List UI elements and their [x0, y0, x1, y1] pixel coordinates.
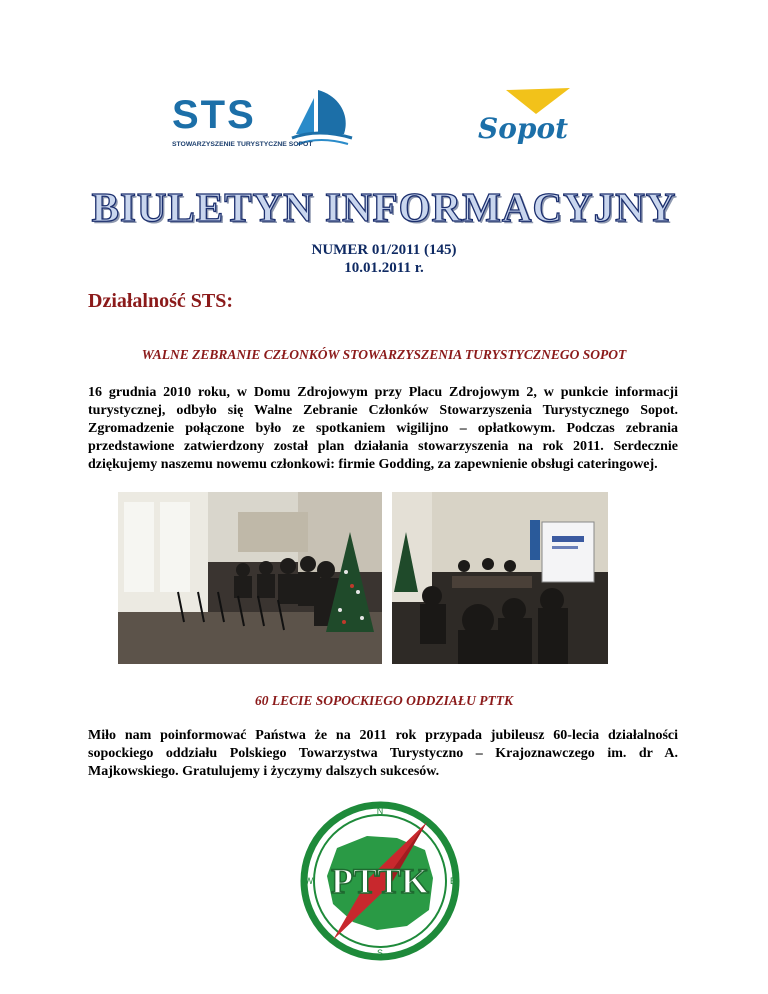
article-heading: WALNE ZEBRANIE CZŁONKÓW STOWARZYSZENIA TURYSTYCZNEGO SOPOT: [141, 347, 627, 362]
bulletin-title: BIULETYN INFORMACYJNY: [91, 184, 677, 230]
section-heading: Działalność STS:: [88, 290, 234, 312]
issue-number: NUMER 01/2011 (145): [311, 242, 457, 258]
sopot-logo-text: Sopot: [478, 112, 569, 145]
sts-logo-text: STS: [172, 93, 256, 137]
article-heading: 60 LECIE SOPOCKIEGO ODDZIAŁU PTTK: [254, 693, 514, 708]
sts-logo: [168, 84, 358, 154]
pttk-logo: [297, 800, 463, 962]
issue-date: 10.01.2011 r.: [344, 260, 424, 276]
sopot-sun-icon: [506, 88, 570, 114]
sts-logo-subtitle: STOWARZYSZENIE TURYSTYCZNE SOPOT: [172, 141, 313, 148]
meeting-photo-right: [392, 492, 608, 664]
meeting-photo-left: [118, 492, 382, 664]
sail-icon: [292, 90, 352, 144]
compass-w: W: [304, 876, 314, 886]
sopot-logo: [466, 84, 576, 158]
article-body: 16 grudnia 2010 roku, w Domu Zdrojowym przy Placu Zdrojowym 2, w punkcie informacji turystycznej, odbyło się Walne Zebranie Członków Stowarzyszenia Turystycznego Sopot. Zgromadzenie połączone było ze spotkaniem wigilijno – opłatkowym. Podczas zebrania przedstawione zatwierdzony został plan działania stowarzyszenia na rok 2011. Serdecznie dziękujemy naszemu nowemu członkowi: firmie Godding, za zapewnienie obsługi cateringowej.: [88, 385, 678, 472]
pttk-logo-text: PTTK: [330, 861, 430, 901]
compass-n: N: [376, 806, 384, 816]
compass-e: E: [449, 876, 457, 886]
compass-s: S: [376, 948, 384, 958]
article-body: Miło nam poinformować Państwa że na 2011 rok przypada jubileusz 60-lecia działalności sopockiego oddziału Polskiego Towarzystwa Turystyczno – Krajoznawczego im. dr A. Majkowskiego. Gratulujemy i życzymy dalszych sukcesów.: [88, 728, 678, 779]
